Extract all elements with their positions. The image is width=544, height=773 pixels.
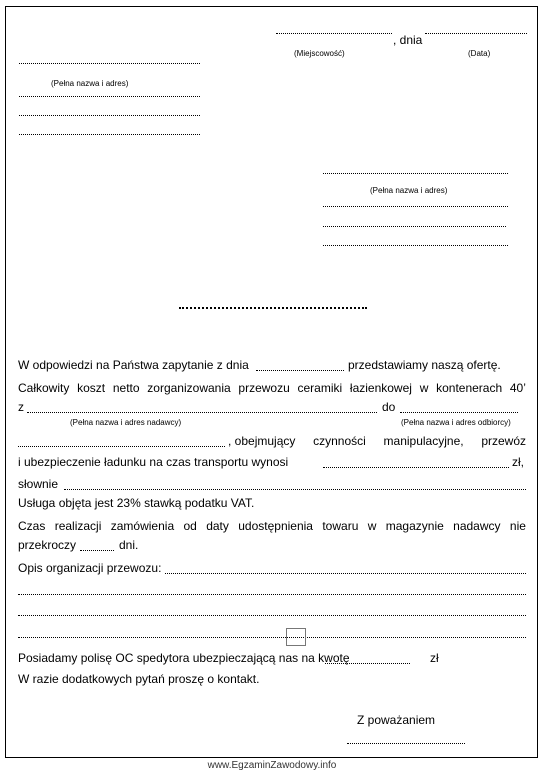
recipient-address-line-1[interactable] — [323, 205, 508, 207]
vat-text: Usługa objęta jest 23% stawką podatku VAT. — [18, 496, 255, 510]
scope-sentence — [228, 434, 526, 448]
sender-hint: (Pełna nazwa i adres nadawcy) — [70, 418, 182, 427]
delivery-time-sentence-word: udostępnienia — [238, 519, 313, 533]
scope-sentence-word: , obejmujący — [228, 434, 296, 448]
recipient-address-line-2[interactable] — [323, 225, 506, 227]
scope-sentence-word: manipulacyjne, — [383, 434, 464, 448]
delivery-time-sentence-word: w — [367, 519, 377, 533]
sender-name-line[interactable] — [19, 62, 200, 64]
currency-label: zł, — [512, 455, 524, 469]
exceed-text: przekroczy — [18, 538, 77, 552]
cost-sentence-word: koszt — [77, 381, 106, 395]
cost-sentence-word: ceramiki — [297, 381, 343, 395]
cost-sentence-word: przewozu — [238, 381, 290, 395]
watermark: www.EgzaminZawodowy.info — [207, 760, 337, 771]
in-words-label: słownie — [18, 477, 59, 491]
sender-label: (Pełna nazwa i adres) — [51, 79, 129, 88]
cost-sentence-word: kontenerach — [436, 381, 503, 395]
cargo-description-field[interactable] — [18, 445, 225, 447]
transport-description-line-3[interactable] — [18, 614, 526, 616]
policy-amount-field[interactable] — [325, 662, 410, 664]
cost-sentence-word: netto — [112, 381, 140, 395]
sender-address-line-1[interactable] — [19, 95, 200, 97]
cost-sentence-word: zorganizowania — [147, 381, 231, 395]
recipient-address-field[interactable] — [400, 411, 518, 413]
sender-address-line-3[interactable] — [19, 133, 200, 135]
total-cost-field[interactable] — [323, 466, 509, 468]
delivery-time-sentence-word: Czas — [18, 519, 46, 533]
transport-description-line-2[interactable] — [18, 593, 526, 595]
to-label: do — [382, 400, 396, 414]
delivery-time-sentence-word: nie — [509, 519, 526, 533]
recipient-hint: (Pełna nazwa i adres odbiorcy) — [401, 418, 511, 427]
transport-description-line-1[interactable] — [165, 572, 526, 574]
from-label: z — [18, 400, 24, 414]
delivery-time-sentence-word: realizacji — [54, 519, 102, 533]
sender-address-line-2[interactable] — [19, 114, 200, 116]
delivery-time-sentence-word: nadawcy — [453, 519, 501, 533]
cost-in-words-field[interactable] — [64, 488, 526, 490]
cost-sentence-word: Całkowity — [18, 381, 70, 395]
date-field[interactable] — [425, 32, 527, 34]
sender-address-field[interactable] — [27, 411, 377, 413]
scope-sentence-word: przewóz — [481, 434, 526, 448]
recipient-label: (Pełna nazwa i adres) — [370, 186, 448, 195]
insurance-text: i ubezpieczenie ładunku na czas transportu wynosi — [18, 455, 289, 469]
delivery-time-sentence-word: magazynie — [385, 519, 444, 533]
delivery-time-sentence-word: daty — [206, 519, 229, 533]
cost-sentence — [18, 381, 526, 395]
cost-sentence-word: 40’ — [509, 381, 526, 395]
policy-currency: zł — [430, 651, 439, 665]
document-title-field[interactable] — [179, 305, 367, 309]
cost-sentence-word: w — [419, 381, 429, 395]
date-label: (Data) — [468, 49, 491, 58]
days-label: dni. — [119, 538, 139, 552]
delivery-time-sentence-word: zamówienia — [110, 519, 175, 533]
place-field[interactable] — [276, 32, 392, 34]
stamp-icon — [286, 628, 306, 646]
delivery-time-sentence-word: towaru — [322, 519, 359, 533]
cost-sentence-word: łazienkowej — [349, 381, 412, 395]
transport-description-label: Opis organizacji przewozu: — [18, 561, 162, 575]
contact-text: W razie dodatkowych pytań proszę o kontakt. — [18, 672, 260, 686]
inquiry-text: W odpowiedzi na Państwa zapytanie z dnia — [18, 358, 249, 372]
transport-description-line-4[interactable] — [18, 636, 526, 638]
inquiry-date-field[interactable] — [256, 369, 344, 371]
recipient-address-line-3[interactable] — [323, 244, 508, 246]
signature-field[interactable] — [347, 742, 465, 744]
days-field[interactable] — [80, 549, 114, 551]
place-label: (Miejscowość) — [294, 49, 345, 58]
offer-text: przedstawiamy naszą ofertę. — [348, 358, 501, 372]
closing-text: Z poważaniem — [357, 713, 436, 727]
recipient-name-line[interactable] — [323, 172, 508, 174]
scope-sentence-word: czynności — [313, 434, 366, 448]
delivery-time-sentence — [18, 519, 526, 533]
delivery-time-sentence-word: od — [183, 519, 197, 533]
policy-text: Posiadamy polisę OC spedytora ubezpieczającą nas na kwotę — [18, 651, 350, 665]
place-date-separator: , dnia — [393, 33, 423, 47]
